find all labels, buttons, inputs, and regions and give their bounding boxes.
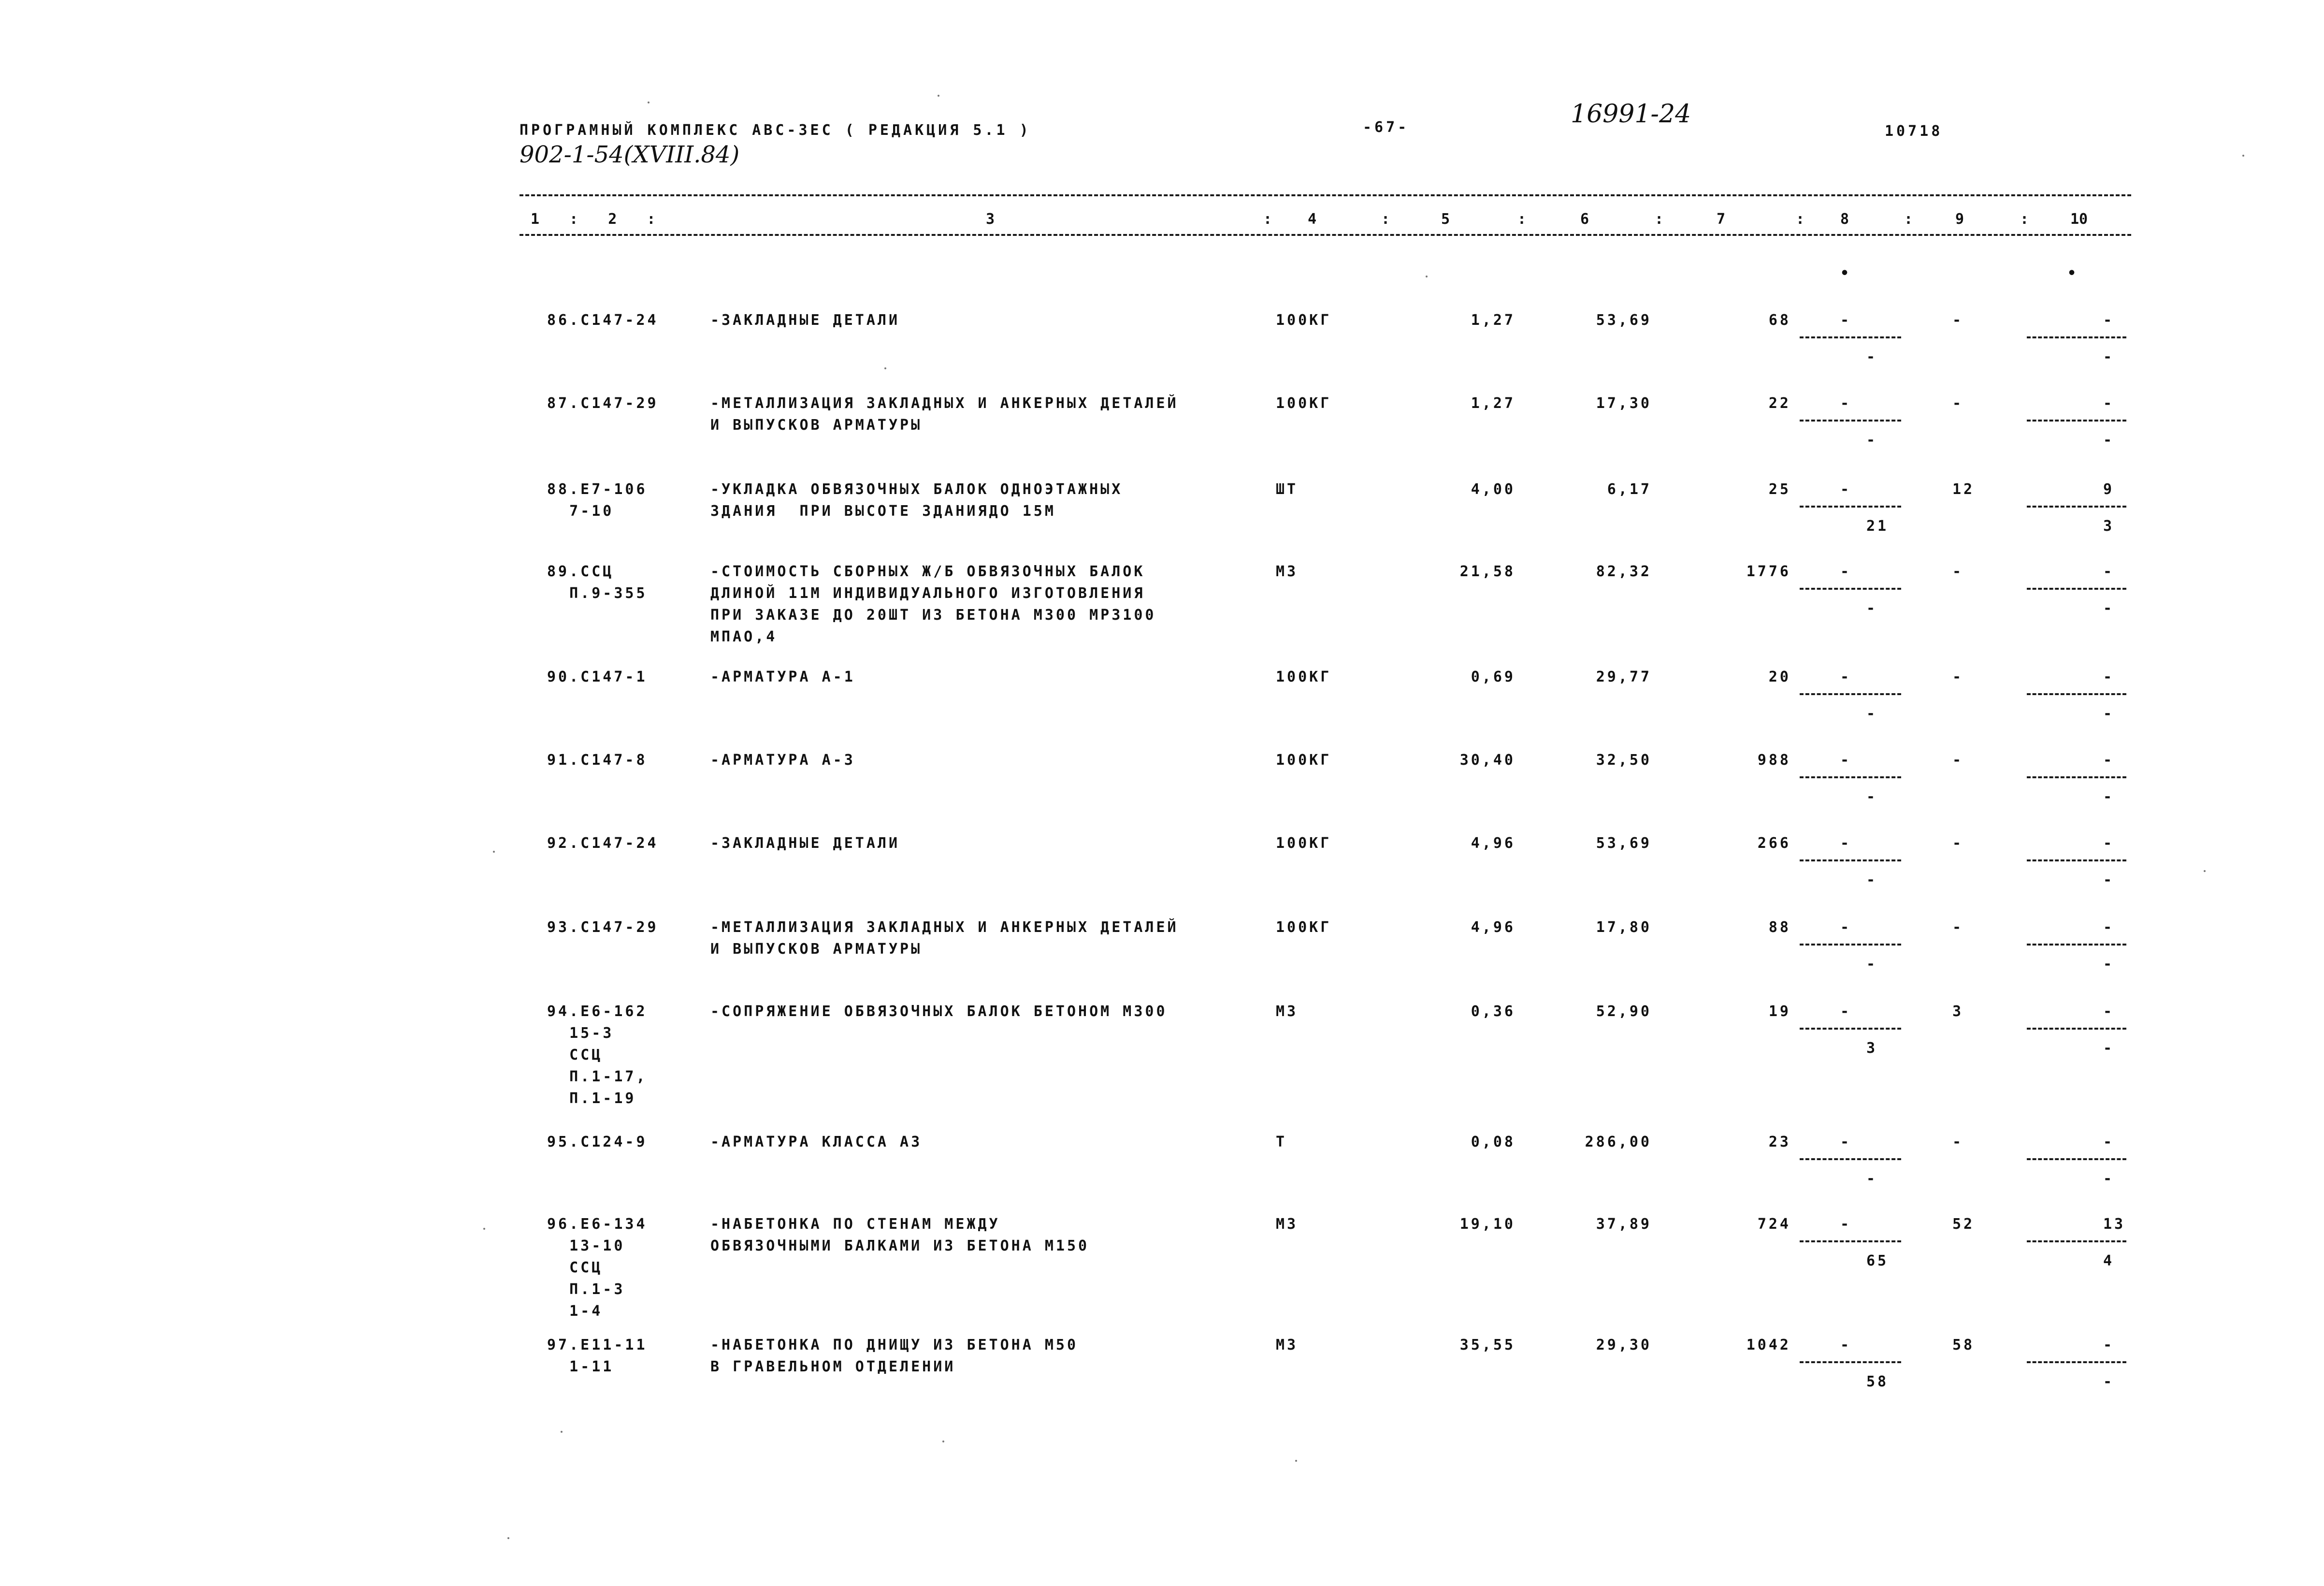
column-10-top-value: -: [2103, 919, 2115, 936]
header-bottom-rule: [520, 234, 2131, 236]
column-9-value: -: [1952, 563, 1964, 580]
item-name: -СТОИМОСТЬ СБОРНЫХ Ж/Б ОБВЯЗОЧНЫХ БАЛОК ДЛИНОЙ 11М ИНДИВИДУАЛЬНОГО ИЗГОТОВЛЕНИЯ ПРИ ЗАКАЗЕ ДО 20ШТ ИЗ БЕТОНА М300 МРЗ100 МПАО,4: [710, 563, 1156, 645]
column-8-bottom-value: -: [1866, 349, 1878, 365]
page-number: -67-: [1363, 119, 1410, 136]
handwritten-project-number: 902-1-54(XVIII.84): [520, 141, 740, 168]
item-unit: М3: [1276, 563, 1299, 580]
column-10-bottom-value: 3: [2103, 518, 2115, 535]
item-code: 89.ССЦ П.9-355: [547, 563, 648, 602]
column-10-top-value: -: [2103, 1003, 2115, 1020]
column-9-value: -: [1952, 752, 1964, 769]
column-10-top-value: -: [2103, 835, 2115, 852]
item-quantity: 1,27: [1471, 312, 1516, 329]
item-quantity: 4,96: [1471, 835, 1516, 852]
program-header: ПРОГРАМНЫЙ КОМПЛЕКС АВС-ЗЕС ( РЕДАКЦИЯ 5.1 ): [520, 122, 1031, 139]
column-header-6: 6: [1580, 211, 1589, 228]
column-8-fraction-line: [1800, 506, 1901, 508]
item-unit-price: 17,30: [1596, 395, 1652, 412]
document-code: 10718: [1885, 123, 1943, 140]
column-10-top-value: -: [2103, 669, 2115, 685]
column-separator: :: [1796, 211, 1805, 228]
column-separator: :: [1381, 211, 1390, 228]
column-header-10: 10: [2070, 211, 2088, 228]
column-10-bottom-value: -: [2103, 1040, 2115, 1057]
column-8-top-value: -: [1840, 481, 1852, 498]
column-header-9: 9: [1955, 211, 1964, 228]
scan-speck: [942, 1440, 944, 1442]
scan-speck: [2242, 155, 2244, 157]
item-unit-price: 29,30: [1596, 1337, 1652, 1353]
column-10-fraction-line: [2027, 1028, 2126, 1030]
item-unit-price: 17,80: [1596, 919, 1652, 936]
column-8-fraction-line: [1800, 693, 1901, 695]
item-name: -АРМАТУРА А-1: [710, 669, 855, 685]
item-unit-price: 32,50: [1596, 752, 1652, 769]
scan-speck: [884, 367, 886, 369]
item-cost: 266: [1757, 835, 1791, 852]
column-8-top-value: -: [1840, 395, 1852, 412]
column-10-bottom-value: -: [2103, 705, 2115, 722]
item-unit-price: 6,17: [1607, 481, 1652, 498]
column-10-fraction-line: [2027, 336, 2126, 338]
column-10-top-value: 9: [2103, 481, 2115, 498]
column-separator: :: [2020, 211, 2029, 228]
column-10-bottom-value: -: [2103, 872, 2115, 888]
item-unit: 100КГ: [1276, 669, 1332, 685]
scan-speck: [483, 1228, 485, 1230]
column-9-value: 3: [1952, 1003, 1964, 1020]
item-cost: 25: [1768, 481, 1791, 498]
item-unit: М3: [1276, 1216, 1299, 1233]
scan-speck: [493, 851, 495, 853]
column-10-top-mark: •: [2067, 265, 2077, 282]
item-unit: М3: [1276, 1337, 1299, 1353]
item-code: 87.С147-29: [547, 395, 659, 412]
item-code: 94.Е6-162 15-3 ССЦ П.1-17, П.1-19: [547, 1003, 648, 1107]
column-header-3: 3: [986, 211, 995, 228]
column-8-fraction-line: [1800, 859, 1901, 861]
column-8-top-value: -: [1840, 1003, 1852, 1020]
column-9-value: -: [1952, 919, 1964, 936]
scan-speck: [648, 102, 650, 103]
column-separator: :: [1655, 211, 1664, 228]
column-8-top-value: -: [1840, 1216, 1852, 1233]
item-code: 91.С147-8: [547, 752, 648, 769]
column-10-fraction-line: [2027, 776, 2126, 778]
item-code: 97.Е11-11 1-11: [547, 1337, 648, 1375]
item-cost: 988: [1757, 752, 1791, 769]
item-unit: 100КГ: [1276, 752, 1332, 769]
scan-speck: [1426, 276, 1428, 277]
item-cost: 23: [1768, 1134, 1791, 1150]
column-8-bottom-value: -: [1866, 1170, 1878, 1187]
column-10-top-value: -: [2103, 752, 2115, 769]
column-8-bottom-value: -: [1866, 432, 1878, 449]
column-8-bottom-value: 3: [1866, 1040, 1878, 1057]
column-8-fraction-line: [1800, 1240, 1901, 1242]
item-quantity: 19,10: [1459, 1216, 1516, 1233]
column-10-fraction-line: [2027, 588, 2126, 590]
column-8-bottom-value: 21: [1866, 518, 1889, 535]
item-code: 95.С124-9: [547, 1134, 648, 1150]
column-8-fraction-line: [1800, 420, 1901, 422]
item-unit-price: 52,90: [1596, 1003, 1652, 1020]
item-cost: 88: [1768, 919, 1791, 936]
column-8-fraction-line: [1800, 588, 1901, 590]
item-unit: Т: [1276, 1134, 1287, 1150]
column-9-value: 52: [1952, 1216, 1975, 1233]
column-9-value: -: [1952, 835, 1964, 852]
item-unit: М3: [1276, 1003, 1299, 1020]
item-code: 96.Е6-134 13-10 ССЦ П.1-3 1-4: [547, 1216, 648, 1320]
item-quantity: 30,40: [1459, 752, 1516, 769]
item-quantity: 4,96: [1471, 919, 1516, 936]
column-10-top-value: -: [2103, 1134, 2115, 1150]
column-9-value: -: [1952, 395, 1964, 412]
item-cost: 1776: [1746, 563, 1791, 580]
item-code: 90.С147-1: [547, 669, 648, 685]
item-cost: 1042: [1746, 1337, 1791, 1353]
item-name: -НАБЕТОНКА ПО ДНИЩУ ИЗ БЕТОНА М50 В ГРАВЕЛЬНОМ ОТДЕЛЕНИИ: [710, 1337, 1079, 1375]
item-name: -СОПРЯЖЕНИЕ ОБВЯЗОЧНЫХ БАЛОК БЕТОНОМ М300: [710, 1003, 1168, 1020]
scan-speck: [938, 95, 939, 97]
column-9-value: -: [1952, 312, 1964, 329]
item-cost: 22: [1768, 395, 1791, 412]
item-unit: 100КГ: [1276, 919, 1332, 936]
column-10-bottom-value: -: [2103, 600, 2115, 617]
column-8-fraction-line: [1800, 944, 1901, 946]
column-8-top-value: -: [1840, 1337, 1852, 1353]
column-8-fraction-line: [1800, 1361, 1901, 1363]
header-top-rule: [520, 194, 2131, 196]
item-quantity: 4,00: [1471, 481, 1516, 498]
item-quantity: 35,55: [1459, 1337, 1516, 1353]
column-8-top-value: -: [1840, 669, 1852, 685]
column-10-fraction-line: [2027, 1158, 2126, 1160]
column-8-top-value: -: [1840, 919, 1852, 936]
column-10-bottom-value: -: [2103, 432, 2115, 449]
item-unit-price: 29,77: [1596, 669, 1652, 685]
column-8-fraction-line: [1800, 336, 1901, 338]
column-8-top-value: -: [1840, 752, 1852, 769]
column-10-fraction-line: [2027, 1361, 2126, 1363]
item-unit-price: 82,32: [1596, 563, 1652, 580]
item-code: 88.Е7-106 7-10: [547, 481, 648, 520]
scan-speck: [1295, 1460, 1297, 1462]
scan-speck: [507, 1537, 509, 1539]
column-9-value: 58: [1952, 1337, 1975, 1353]
item-unit-price: 53,69: [1596, 312, 1652, 329]
column-header-1-2: 1 : 2 :: [531, 211, 666, 228]
column-10-bottom-value: -: [2103, 956, 2115, 973]
column-8-fraction-line: [1800, 1158, 1901, 1160]
item-cost: 724: [1757, 1216, 1791, 1233]
item-name: -НАБЕТОНКА ПО СТЕНАМ МЕЖДУ ОБВЯЗОЧНЫМИ БАЛКАМИ ИЗ БЕТОНА М150: [710, 1216, 1090, 1254]
column-separator: :: [1517, 211, 1527, 228]
item-cost: 19: [1768, 1003, 1791, 1020]
column-9-value: -: [1952, 669, 1964, 685]
column-8-bottom-value: -: [1866, 788, 1878, 805]
item-name: -АРМАТУРА КЛАССА А3: [710, 1134, 923, 1150]
item-unit-price: 53,69: [1596, 835, 1652, 852]
column-10-fraction-line: [2027, 693, 2126, 695]
column-8-top-value: -: [1840, 563, 1852, 580]
item-name: -ЗАКЛАДНЫЕ ДЕТАЛИ: [710, 835, 900, 852]
column-10-top-value: -: [2103, 395, 2115, 412]
column-8-bottom-value: -: [1866, 705, 1878, 722]
column-10-top-value: 13: [2103, 1216, 2126, 1233]
column-10-top-value: -: [2103, 563, 2115, 580]
column-8-bottom-value: -: [1866, 956, 1878, 973]
column-10-fraction-line: [2027, 859, 2126, 861]
item-code: 93.С147-29: [547, 919, 659, 936]
item-name: -ЗАКЛАДНЫЕ ДЕТАЛИ: [710, 312, 900, 329]
column-8-bottom-value: -: [1866, 600, 1878, 617]
column-8-top-mark: •: [1840, 265, 1849, 282]
item-quantity: 21,58: [1459, 563, 1516, 580]
column-10-bottom-value: -: [2103, 349, 2115, 365]
column-8-bottom-value: 65: [1866, 1252, 1889, 1269]
column-10-fraction-line: [2027, 1240, 2126, 1242]
item-code: 86.С147-24: [547, 312, 659, 329]
item-quantity: 0,08: [1471, 1134, 1516, 1150]
item-name: -МЕТАЛЛИЗАЦИЯ ЗАКЛАДНЫХ И АНКЕРНЫХ ДЕТАЛЕЙ И ВЫПУСКОВ АРМАТУРЫ: [710, 395, 1179, 434]
column-10-bottom-value: -: [2103, 1170, 2115, 1187]
item-cost: 68: [1768, 312, 1791, 329]
item-name: -АРМАТУРА А-3: [710, 752, 855, 769]
item-unit: 100КГ: [1276, 395, 1332, 412]
column-header-5: 5: [1441, 211, 1450, 228]
column-10-fraction-line: [2027, 506, 2126, 508]
column-10-bottom-value: 4: [2103, 1252, 2115, 1269]
item-code: 92.С147-24: [547, 835, 659, 852]
column-10-fraction-line: [2027, 944, 2126, 946]
column-8-fraction-line: [1800, 776, 1901, 778]
column-header-4: : 4: [1263, 211, 1330, 228]
column-header-8: 8: [1840, 211, 1849, 228]
column-8-bottom-value: -: [1866, 872, 1878, 888]
column-10-top-value: -: [2103, 312, 2115, 329]
item-unit: ШТ: [1276, 481, 1299, 498]
item-quantity: 0,69: [1471, 669, 1516, 685]
column-10-top-value: -: [2103, 1337, 2115, 1353]
column-9-value: 12: [1952, 481, 1975, 498]
item-unit-price: 37,89: [1596, 1216, 1652, 1233]
item-quantity: 0,36: [1471, 1003, 1516, 1020]
item-unit: 100КГ: [1276, 312, 1332, 329]
column-separator: :: [1904, 211, 1913, 228]
column-9-value: -: [1952, 1134, 1964, 1150]
item-quantity: 1,27: [1471, 395, 1516, 412]
scan-speck: [561, 1431, 563, 1433]
column-8-top-value: -: [1840, 835, 1852, 852]
column-10-fraction-line: [2027, 420, 2126, 422]
column-8-top-value: -: [1840, 1134, 1852, 1150]
item-cost: 20: [1768, 669, 1791, 685]
handwritten-doc-number: 16991-24: [1571, 100, 1691, 129]
item-unit: 100КГ: [1276, 835, 1332, 852]
column-header-7: 7: [1717, 211, 1726, 228]
column-8-bottom-value: 58: [1866, 1373, 1889, 1390]
scan-speck: [2204, 870, 2206, 872]
item-name: -УКЛАДКА ОБВЯЗОЧНЫХ БАЛОК ОДНОЭТАЖНЫХ ЗДАНИЯ ПРИ ВЫСОТЕ ЗДАНИЯДО 15М: [710, 481, 1123, 520]
column-10-bottom-value: -: [2103, 788, 2115, 805]
column-8-top-value: -: [1840, 312, 1852, 329]
item-name: -МЕТАЛЛИЗАЦИЯ ЗАКЛАДНЫХ И АНКЕРНЫХ ДЕТАЛЕЙ И ВЫПУСКОВ АРМАТУРЫ: [710, 919, 1179, 958]
item-unit-price: 286,00: [1585, 1134, 1652, 1150]
column-10-bottom-value: -: [2103, 1373, 2115, 1390]
column-8-fraction-line: [1800, 1028, 1901, 1030]
